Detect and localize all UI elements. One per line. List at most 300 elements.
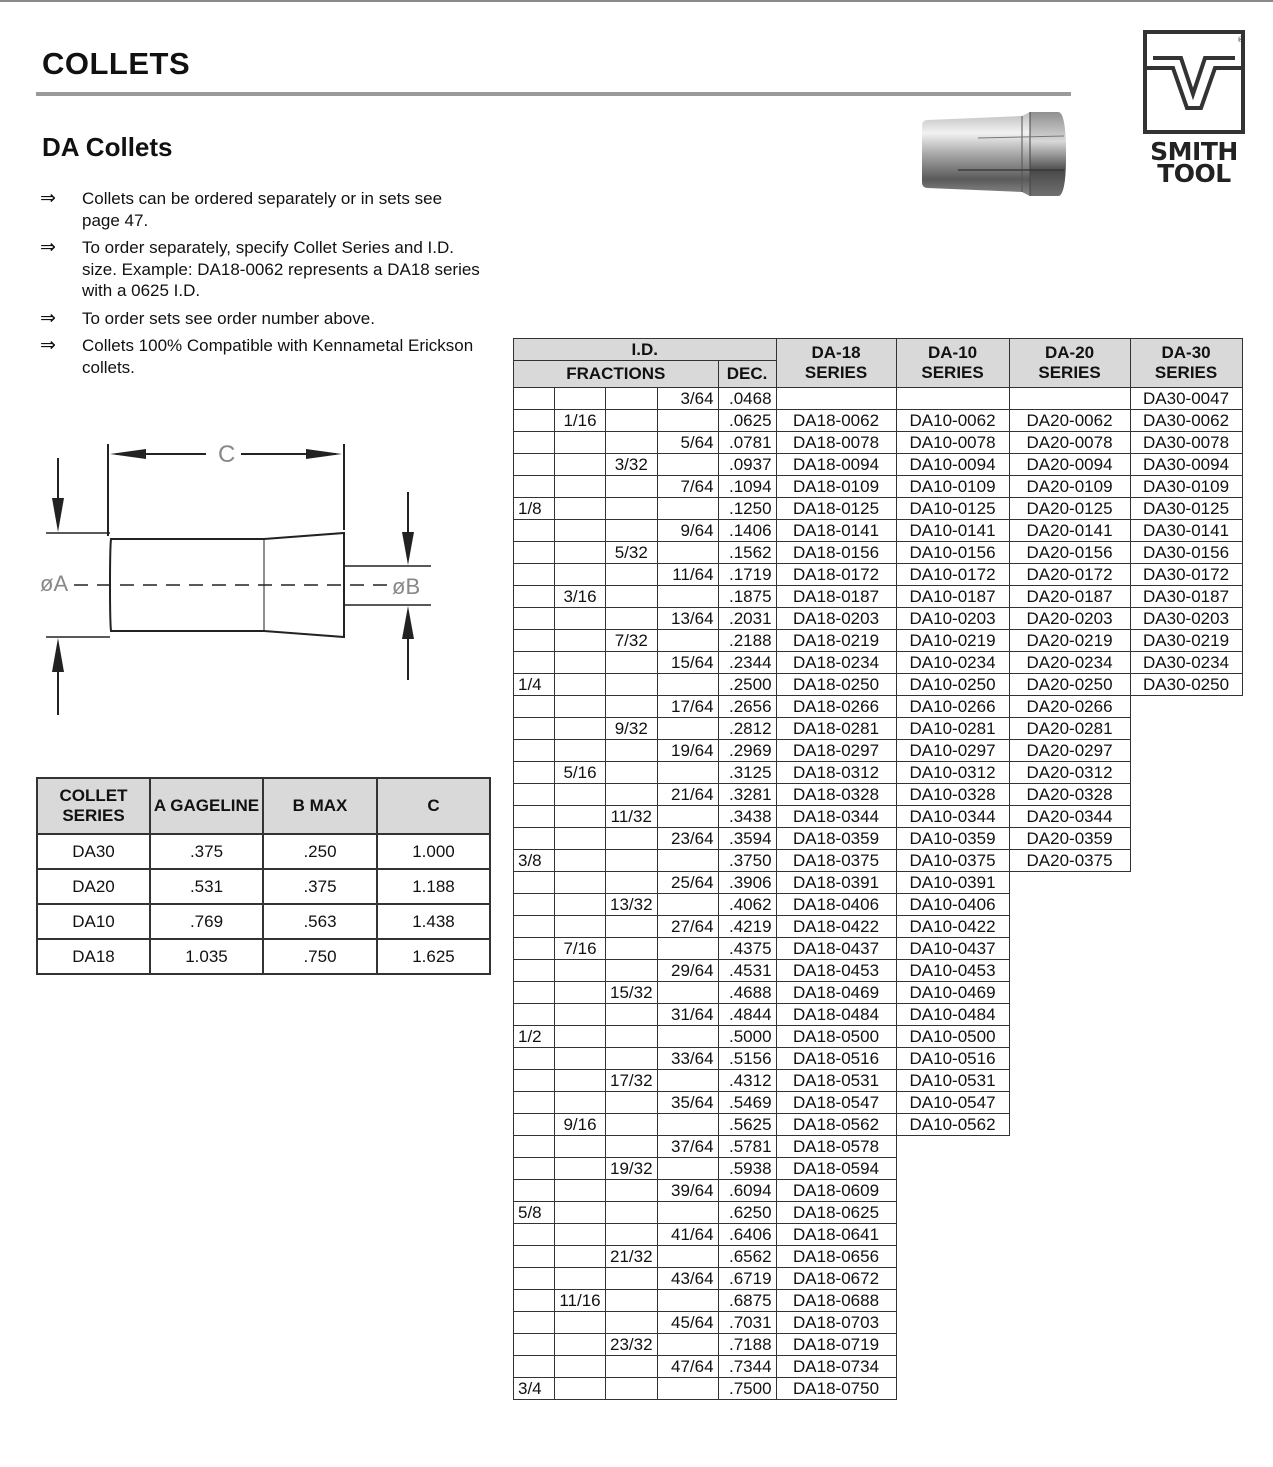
fraction-cell — [555, 1004, 606, 1026]
part-number-cell: DA18-0609 — [776, 1180, 896, 1202]
fraction-cell: 11/16 — [555, 1290, 606, 1312]
fraction-cell — [657, 1026, 718, 1048]
empty-cell — [1009, 1312, 1130, 1334]
decimal-cell: .0781 — [718, 432, 776, 454]
fraction-cell — [657, 806, 718, 828]
decimal-cell: .7500 — [718, 1378, 776, 1400]
fraction-cell — [606, 1180, 658, 1202]
fraction-cell: 5/64 — [657, 432, 718, 454]
fraction-cell — [657, 938, 718, 960]
part-number-cell: DA10-0500 — [896, 1026, 1009, 1048]
fraction-cell: 13/32 — [606, 894, 658, 916]
decimal-cell: .5469 — [718, 1092, 776, 1114]
table-row — [514, 652, 1243, 674]
part-number-cell: DA18-0281 — [776, 718, 896, 740]
fraction-cell — [555, 1070, 606, 1092]
fraction-cell — [514, 806, 555, 828]
fraction-cell: 35/64 — [657, 1092, 718, 1114]
fraction-cell: 13/64 — [657, 608, 718, 630]
part-number-cell: DA10-0141 — [896, 520, 1009, 542]
part-number-cell: DA18-0141 — [776, 520, 896, 542]
fraction-cell — [555, 388, 606, 410]
dims-header-row — [37, 778, 490, 834]
part-number-cell: DA18-0219 — [776, 630, 896, 652]
fraction-cell: 15/64 — [657, 652, 718, 674]
empty-cell — [896, 1334, 1009, 1356]
part-number-cell: DA10-0531 — [896, 1070, 1009, 1092]
fraction-cell — [514, 1004, 555, 1026]
fraction-cell — [606, 432, 658, 454]
part-number-cell: DA10-0266 — [896, 696, 1009, 718]
fraction-cell — [514, 740, 555, 762]
fraction-cell — [657, 674, 718, 696]
fraction-cell: 9/32 — [606, 718, 658, 740]
part-number-cell: DA18-0359 — [776, 828, 896, 850]
table-row — [514, 410, 1243, 432]
table-cell: DA20 — [37, 869, 150, 904]
table-cell: .563 — [263, 904, 377, 939]
header-da10-line2: SERIES — [921, 363, 984, 382]
decimal-cell: .2969 — [718, 740, 776, 762]
fraction-cell: 3/4 — [514, 1378, 555, 1400]
part-number-cell: DA10-0484 — [896, 1004, 1009, 1026]
decimal-cell: .2500 — [718, 674, 776, 696]
part-number-cell: DA20-0062 — [1009, 410, 1130, 432]
part-number-cell: DA18-0516 — [776, 1048, 896, 1070]
table-row — [514, 894, 1243, 916]
fraction-cell — [555, 1202, 606, 1224]
table-row — [514, 542, 1243, 564]
part-number-cell: DA20-0094 — [1009, 454, 1130, 476]
part-number-cell: DA30-0234 — [1130, 652, 1242, 674]
fraction-cell — [514, 784, 555, 806]
fraction-cell — [514, 1180, 555, 1202]
table-row — [514, 1268, 1243, 1290]
part-number-cell: DA18-0109 — [776, 476, 896, 498]
empty-cell — [1130, 1180, 1242, 1202]
fraction-cell: 25/64 — [657, 872, 718, 894]
fraction-cell: 29/64 — [657, 960, 718, 982]
fraction-cell — [606, 1136, 658, 1158]
bullet-text: To order sets see order number above. — [82, 308, 375, 328]
empty-cell — [1130, 806, 1242, 828]
fraction-cell — [606, 850, 658, 872]
section-title: DA Collets — [42, 132, 173, 162]
collet-size-table — [513, 338, 1243, 1400]
fraction-cell — [555, 476, 606, 498]
decimal-cell: .1094 — [718, 476, 776, 498]
fraction-cell: 45/64 — [657, 1312, 718, 1334]
decimal-cell: .2031 — [718, 608, 776, 630]
fraction-cell: 23/64 — [657, 828, 718, 850]
header-dec: DEC. — [718, 361, 776, 388]
fraction-cell — [555, 872, 606, 894]
arrow-icon: ⇒ — [40, 237, 56, 258]
part-number-cell: DA10-0125 — [896, 498, 1009, 520]
part-number-cell: DA18-0750 — [776, 1378, 896, 1400]
fraction-cell — [514, 652, 555, 674]
fraction-cell: 15/32 — [606, 982, 658, 1004]
empty-cell — [1009, 938, 1130, 960]
fraction-cell — [606, 696, 658, 718]
fraction-cell — [555, 652, 606, 674]
fraction-cell — [657, 1246, 718, 1268]
empty-cell — [1009, 1004, 1130, 1026]
fraction-cell — [555, 674, 606, 696]
bullet-text: To order separately, specify Collet Series and I.D. size. Example: DA18-0062 represents a DA18 series with a 0625 I.D. — [82, 238, 480, 300]
fraction-cell — [514, 410, 555, 432]
fraction-cell: 3/8 — [514, 850, 555, 872]
part-number-cell: DA18-0578 — [776, 1136, 896, 1158]
dims-header-a: A GAGELINE — [150, 778, 263, 834]
part-number-cell: DA10-0328 — [896, 784, 1009, 806]
table-row — [514, 476, 1243, 498]
decimal-cell: .1406 — [718, 520, 776, 542]
table-row — [514, 388, 1243, 410]
decimal-cell: .2656 — [718, 696, 776, 718]
part-number-cell — [1009, 388, 1130, 410]
table-row — [514, 1312, 1243, 1334]
table-row — [514, 1070, 1243, 1092]
empty-cell — [896, 1180, 1009, 1202]
decimal-cell: .7031 — [718, 1312, 776, 1334]
header-fractions: FRACTIONS — [514, 361, 719, 388]
table-row — [514, 1026, 1243, 1048]
part-number-cell: DA30-0250 — [1130, 674, 1242, 696]
header-row-1 — [514, 339, 1243, 361]
table-row — [514, 1202, 1243, 1224]
bullet-item — [40, 335, 480, 378]
part-number-cell: DA30-0047 — [1130, 388, 1242, 410]
fraction-cell — [657, 1378, 718, 1400]
fraction-cell — [514, 1070, 555, 1092]
empty-cell — [1009, 1356, 1130, 1378]
fraction-cell: 1/16 — [555, 410, 606, 432]
decimal-cell: .7344 — [718, 1356, 776, 1378]
decimal-cell: .4312 — [718, 1070, 776, 1092]
table-row — [514, 938, 1243, 960]
fraction-cell — [606, 960, 658, 982]
header-da30-line2: SERIES — [1154, 363, 1218, 382]
part-number-cell: DA20-0203 — [1009, 608, 1130, 630]
fraction-cell: 43/64 — [657, 1268, 718, 1290]
collet-dimension-diagram — [36, 440, 456, 725]
fraction-cell: 5/16 — [555, 762, 606, 784]
fraction-cell — [606, 608, 658, 630]
part-number-cell: DA18-0703 — [776, 1312, 896, 1334]
fraction-cell — [606, 872, 658, 894]
decimal-cell: .4531 — [718, 960, 776, 982]
empty-cell — [1009, 1158, 1130, 1180]
smith-tool-logo — [1143, 30, 1245, 188]
part-number-cell: DA18-0391 — [776, 872, 896, 894]
part-number-cell: DA18-0484 — [776, 1004, 896, 1026]
logo-text — [1143, 137, 1245, 188]
empty-cell — [1130, 740, 1242, 762]
table-cell: .531 — [150, 869, 263, 904]
part-number-cell: DA10-0453 — [896, 960, 1009, 982]
fraction-cell — [657, 454, 718, 476]
fraction-cell: 7/64 — [657, 476, 718, 498]
fraction-cell — [606, 564, 658, 586]
part-number-cell: DA10-0375 — [896, 850, 1009, 872]
part-number-cell: DA20-0312 — [1009, 762, 1130, 784]
fraction-cell — [514, 432, 555, 454]
part-number-cell: DA10-0562 — [896, 1114, 1009, 1136]
empty-cell — [896, 1246, 1009, 1268]
fraction-cell — [514, 476, 555, 498]
table-cell: DA30 — [37, 834, 150, 869]
empty-cell — [1130, 1026, 1242, 1048]
fraction-cell — [555, 916, 606, 938]
fraction-cell — [514, 982, 555, 1004]
fraction-cell: 19/64 — [657, 740, 718, 762]
fraction-cell — [606, 1004, 658, 1026]
table-row — [37, 834, 490, 869]
fraction-cell: 9/16 — [555, 1114, 606, 1136]
fraction-cell — [555, 1334, 606, 1356]
decimal-cell: .1562 — [718, 542, 776, 564]
empty-cell — [1130, 1070, 1242, 1092]
empty-cell — [896, 1158, 1009, 1180]
fraction-cell: 11/64 — [657, 564, 718, 586]
decimal-cell: .0625 — [718, 410, 776, 432]
fraction-cell: 33/64 — [657, 1048, 718, 1070]
decimal-cell: .6250 — [718, 1202, 776, 1224]
fraction-cell — [657, 1202, 718, 1224]
fraction-cell — [657, 718, 718, 740]
decimal-cell: .6719 — [718, 1268, 776, 1290]
part-number-cell: DA20-0281 — [1009, 718, 1130, 740]
fraction-cell — [555, 1312, 606, 1334]
table-cell: 1.188 — [377, 869, 490, 904]
part-number-cell: DA18-0344 — [776, 806, 896, 828]
decimal-cell: .5156 — [718, 1048, 776, 1070]
fraction-cell: 1/8 — [514, 498, 555, 520]
part-number-cell: DA18-0328 — [776, 784, 896, 806]
part-number-cell: DA18-0203 — [776, 608, 896, 630]
empty-cell — [1130, 850, 1242, 872]
fraction-cell: 7/32 — [606, 630, 658, 652]
empty-cell — [1130, 1202, 1242, 1224]
part-number-cell: DA30-0141 — [1130, 520, 1242, 542]
empty-cell — [1130, 916, 1242, 938]
fraction-cell: 47/64 — [657, 1356, 718, 1378]
empty-cell — [1009, 1048, 1130, 1070]
fraction-cell: 5/32 — [606, 542, 658, 564]
fraction-cell — [555, 894, 606, 916]
empty-cell — [1130, 762, 1242, 784]
part-number-cell: DA10-0250 — [896, 674, 1009, 696]
empty-cell — [1130, 1048, 1242, 1070]
bullet-item — [40, 308, 480, 330]
part-number-cell: DA18-0734 — [776, 1356, 896, 1378]
header-da18-line2: SERIES — [804, 363, 868, 382]
part-number-cell: DA18-0594 — [776, 1158, 896, 1180]
fraction-cell: 37/64 — [657, 1136, 718, 1158]
fraction-cell — [514, 1312, 555, 1334]
fraction-cell — [555, 1378, 606, 1400]
part-number-cell: DA20-0187 — [1009, 586, 1130, 608]
decimal-cell: .3281 — [718, 784, 776, 806]
fraction-cell — [606, 1224, 658, 1246]
part-number-cell: DA20-0250 — [1009, 674, 1130, 696]
fraction-cell — [514, 718, 555, 740]
empty-cell — [896, 1312, 1009, 1334]
decimal-cell: .4688 — [718, 982, 776, 1004]
table-cell: .375 — [263, 869, 377, 904]
part-number-cell: DA18-0406 — [776, 894, 896, 916]
decimal-cell: .0468 — [718, 388, 776, 410]
empty-cell — [1009, 1180, 1130, 1202]
fraction-cell — [606, 1202, 658, 1224]
fraction-cell — [514, 542, 555, 564]
fraction-cell — [606, 916, 658, 938]
bullet-text: Collets can be ordered separately or in sets see page 47. — [82, 189, 443, 230]
part-number-cell — [776, 388, 896, 410]
bullet-list — [40, 188, 480, 384]
fraction-cell — [657, 982, 718, 1004]
part-number-cell: DA18-0656 — [776, 1246, 896, 1268]
part-number-cell: DA18-0172 — [776, 564, 896, 586]
fraction-cell — [657, 1070, 718, 1092]
table-row — [514, 916, 1243, 938]
decimal-cell: .7188 — [718, 1334, 776, 1356]
part-number-cell: DA10-0156 — [896, 542, 1009, 564]
fraction-cell: 3/32 — [606, 454, 658, 476]
fraction-cell — [657, 410, 718, 432]
fraction-cell — [657, 762, 718, 784]
empty-cell — [896, 1224, 1009, 1246]
fraction-cell — [606, 762, 658, 784]
fraction-cell: 3/64 — [657, 388, 718, 410]
table-row — [514, 740, 1243, 762]
fraction-cell — [555, 740, 606, 762]
part-number-cell: DA10-0406 — [896, 894, 1009, 916]
fraction-cell — [514, 696, 555, 718]
fraction-cell — [606, 652, 658, 674]
decimal-cell: .5938 — [718, 1158, 776, 1180]
fraction-cell: 1/4 — [514, 674, 555, 696]
fraction-cell — [606, 674, 658, 696]
table-row — [514, 982, 1243, 1004]
fraction-cell — [606, 784, 658, 806]
fraction-cell: 21/32 — [606, 1246, 658, 1268]
fraction-cell — [555, 1048, 606, 1070]
empty-cell — [1130, 1334, 1242, 1356]
part-number-cell: DA20-0219 — [1009, 630, 1130, 652]
decimal-cell: .5625 — [718, 1114, 776, 1136]
table-row — [514, 696, 1243, 718]
table-row — [37, 869, 490, 904]
empty-cell — [896, 1290, 1009, 1312]
fraction-cell — [514, 1158, 555, 1180]
fraction-cell — [514, 1334, 555, 1356]
table-cell: 1.438 — [377, 904, 490, 939]
fraction-cell — [514, 1290, 555, 1312]
part-number-cell: DA10-0469 — [896, 982, 1009, 1004]
empty-cell — [896, 1268, 1009, 1290]
empty-cell — [1009, 1070, 1130, 1092]
fraction-cell — [514, 916, 555, 938]
table-row — [514, 1004, 1243, 1026]
table-row — [514, 520, 1243, 542]
part-number-cell: DA10-0281 — [896, 718, 1009, 740]
part-number-cell: DA18-0062 — [776, 410, 896, 432]
table-cell: 1.000 — [377, 834, 490, 869]
fraction-cell: 41/64 — [657, 1224, 718, 1246]
part-number-cell: DA18-0156 — [776, 542, 896, 564]
fraction-cell — [606, 1356, 658, 1378]
table-row — [514, 586, 1243, 608]
arrow-icon: ⇒ — [40, 188, 56, 209]
part-number-cell: DA18-0125 — [776, 498, 896, 520]
decimal-cell: .3438 — [718, 806, 776, 828]
part-number-cell: DA18-0531 — [776, 1070, 896, 1092]
empty-cell — [1009, 1114, 1130, 1136]
diagram-label-a: øA — [40, 571, 69, 596]
table-row — [514, 1224, 1243, 1246]
fraction-cell: 7/16 — [555, 938, 606, 960]
fraction-cell — [514, 1268, 555, 1290]
part-number-cell: DA20-0344 — [1009, 806, 1130, 828]
fraction-cell — [514, 762, 555, 784]
part-number-cell: DA10-0547 — [896, 1092, 1009, 1114]
fraction-cell — [555, 960, 606, 982]
header-id: I.D. — [514, 339, 777, 361]
part-number-cell: DA30-0203 — [1130, 608, 1242, 630]
empty-cell — [1130, 982, 1242, 1004]
fraction-cell — [555, 1224, 606, 1246]
table-cell: .750 — [263, 939, 377, 974]
part-number-cell: DA18-0547 — [776, 1092, 896, 1114]
bullet-text: Collets 100% Compatible with Kennametal Erickson collets. — [82, 336, 474, 377]
decimal-cell: .3125 — [718, 762, 776, 784]
fraction-cell — [657, 586, 718, 608]
header-da18 — [776, 339, 896, 388]
fraction-cell — [606, 828, 658, 850]
part-number-cell: DA30-0219 — [1130, 630, 1242, 652]
part-number-cell: DA10-0516 — [896, 1048, 1009, 1070]
empty-cell — [1130, 1114, 1242, 1136]
fraction-cell — [514, 630, 555, 652]
fraction-cell — [657, 542, 718, 564]
fraction-cell: 1/2 — [514, 1026, 555, 1048]
table-row — [514, 828, 1243, 850]
decimal-cell: .3750 — [718, 850, 776, 872]
decimal-cell: .6406 — [718, 1224, 776, 1246]
fraction-cell — [514, 388, 555, 410]
fraction-cell — [606, 586, 658, 608]
table-cell: 1.625 — [377, 939, 490, 974]
part-number-cell: DA10-0359 — [896, 828, 1009, 850]
fraction-cell — [555, 564, 606, 586]
part-number-cell: DA20-0109 — [1009, 476, 1130, 498]
part-number-cell: DA18-0266 — [776, 696, 896, 718]
empty-cell — [1130, 1312, 1242, 1334]
fraction-cell — [555, 696, 606, 718]
part-number-cell: DA18-0234 — [776, 652, 896, 674]
dims-header-series: COLLET SERIES — [37, 778, 150, 834]
part-number-cell: DA18-0625 — [776, 1202, 896, 1224]
table-row — [514, 630, 1243, 652]
part-number-cell: DA18-0187 — [776, 586, 896, 608]
part-number-cell: DA20-0172 — [1009, 564, 1130, 586]
empty-cell — [1130, 894, 1242, 916]
table-row — [37, 939, 490, 974]
logo-mark-icon — [1143, 30, 1245, 134]
empty-cell — [1009, 1334, 1130, 1356]
